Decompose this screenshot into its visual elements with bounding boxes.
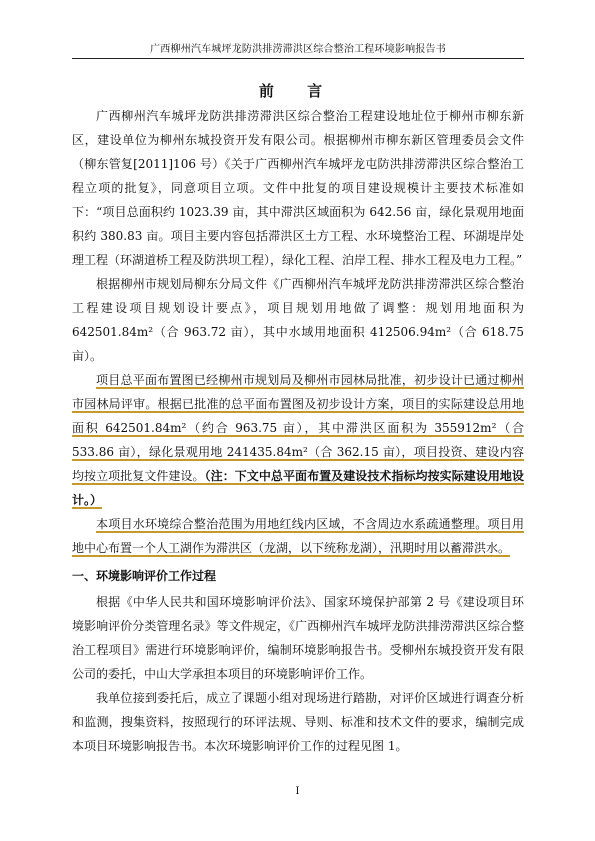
paragraph-1: 广西柳州汽车城坪龙防洪排涝滞洪区综合整治工程建设地址位于柳州市柳东新区，建设单位为柳州东城投资开发有限公司。根据柳州市柳东新区管理委员会文件（柳东管复[2011]106 号）《关于广西柳州汽车城坪龙屯防洪排涝滞洪区综合整治工程立项的批复》，同意项目立项。文件中批复的项目建设规模计主要技术标准如下：“项目总面积约 1023.39 亩，其中滞洪区域面积为 642.56 亩，绿化景观用地面积约 380.83 亩。项目主要内容包括滞洪区土方工程、水环境整治工程、环湖堤岸处理工程（环湖道桥工程及防洪坝工程），绿化工程、泊岸工程、排水工程及电力工程。” bbox=[72, 109, 524, 267]
paragraph-3 bbox=[72, 368, 524, 512]
paragraph-2: 根据柳州市规划局柳东分局文件《广西柳州汽车城坪龙防洪排涝滞洪区综合整治工程建设项目规划设计要点》，项目规划用地做了调整：规划用地面积为 642501.84m²（合 963.72 亩），其中水域用地面积 412506.94m²（合 618.75 亩）。 bbox=[72, 277, 524, 363]
paragraph-3-text: 项目总平面布置图已经柳州市规划局及柳州市园林局批准，初步设计已通过柳州市园林局评审。根据已批准的总平面布置图及初步设计方案，项目的实际建设总用地面积 642501.84m²（约合 963.75 亩），其中滞洪区面积为 355912m²（合 533.86 亩），绿化景观用地 241435.84m²（合 362.15 亩），项目投资、建设内容均按立项批复文件建设。 bbox=[72, 373, 524, 483]
paragraph-4: 本项目水环境综合整治范围为用地红线内区域，不含周边水系疏通整理。项目用地中心布置一个人工湖作为滞洪区（龙湖，以下统称龙湖），汛期时用以蓄滞洪水。 bbox=[72, 517, 524, 555]
section-1-heading: 一、环境影响评价工作过程 bbox=[72, 569, 217, 583]
header-rule bbox=[72, 58, 524, 59]
document-body bbox=[72, 104, 524, 758]
section-1-paragraph-2: 我单位接到委托后，成立了课题小组对现场进行踏勘，对评价区域进行调查分析和监测，搜集资料，按照现行的环评法规、导则、标准和技术文件的要求，编制完成本项目环境影响报告书。本次环境影响评价工作的过程见图 1。 bbox=[72, 691, 524, 753]
section-1-paragraph-1: 根据《中华人民共和国环境影响评价法》、国家环境保护部第 2 号《建设项目环境影响评价分类管理名录》等文件规定，《广西柳州汽车城坪龙防洪排涝滞洪区综合整治工程项目》需进行环境影响评价，编制环境影响报告书。受柳州东城投资开发有限公司的委托，中山大学承担本项目的环境影响评价工作。 bbox=[72, 595, 524, 681]
paragraph-3-note: （注：下文中总平面布置及建设技术指标均按实际建设用地设计。） bbox=[72, 469, 524, 507]
page-number: I bbox=[295, 786, 300, 797]
page-title: 前 言 bbox=[258, 82, 337, 100]
running-header: 广西柳州汽车城坪龙防洪排涝滞洪区综合整治工程环境影响报告书 bbox=[150, 44, 446, 55]
